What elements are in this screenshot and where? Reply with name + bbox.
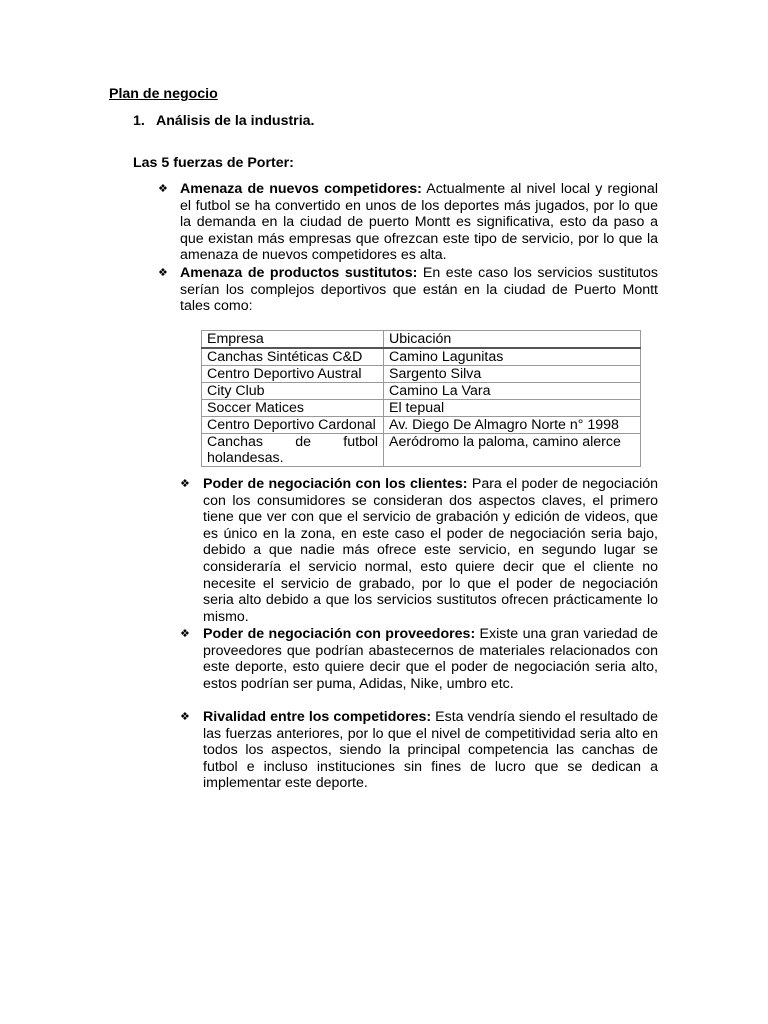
table-row bbox=[202, 434, 641, 467]
table-row bbox=[202, 366, 641, 383]
force-label: Amenaza de productos sustitutos: bbox=[180, 265, 418, 281]
force-rivalry bbox=[180, 709, 658, 792]
force-label: Rivalidad entre los competidores: bbox=[203, 709, 432, 725]
section-number: 1. bbox=[133, 113, 145, 129]
bullet-diamond-icon: ❖ bbox=[180, 710, 190, 723]
section-heading bbox=[133, 113, 314, 130]
force-substitutes bbox=[158, 265, 658, 315]
force-text: Esta vendría siendo el resultado de las fuerzas anteriores, por lo que el nivel de competitividad seria alto en todos los aspectos, siendo la principal competencia las canchas de futbol e incluso instituciones sin fines de lucro que se dedican a implementar este deporte. bbox=[203, 709, 658, 792]
force-paragraph bbox=[203, 476, 658, 625]
force-label: Poder de negociación con proveedores: bbox=[203, 626, 476, 642]
force-text: Actualmente al nivel local y regional el futbol se ha convertido en unos de los deportes más jugados, por lo que la demanda en la ciudad de puerto Montt es significativa, esto da paso a que existan más empresas que ofrezcan este tipo de servicio, por lo que la amenaza de nuevos competidores es alta. bbox=[180, 181, 658, 264]
page-title: Plan de negocio bbox=[109, 86, 218, 102]
company-name: Soccer Matices bbox=[202, 400, 384, 417]
company-name: Centro Deportivo Austral bbox=[202, 366, 384, 383]
force-text: En este caso los servicios sustitutos serían los complejos deportivos que están en la ciudad de Puerto Montt tales como: bbox=[180, 265, 659, 315]
bullet-diamond-icon: ❖ bbox=[180, 627, 190, 640]
section-title: Análisis de la industria. bbox=[156, 113, 315, 129]
force-client-bargaining bbox=[180, 476, 658, 625]
company-location: Av. Diego De Almagro Norte n° 1998 bbox=[384, 417, 641, 434]
company-location: Aeródromo la paloma, camino alerce bbox=[384, 434, 641, 467]
company-name: City Club bbox=[202, 383, 384, 400]
force-paragraph bbox=[203, 709, 658, 792]
bullet-diamond-icon: ❖ bbox=[180, 477, 190, 490]
header-ubicacion: Ubicación bbox=[384, 331, 641, 349]
company-location: Sargento Silva bbox=[384, 366, 641, 383]
force-paragraph bbox=[180, 265, 658, 315]
company-name: Canchas Sintéticas C&D bbox=[202, 348, 384, 366]
force-paragraph bbox=[180, 181, 658, 264]
porter-subtitle: Las 5 fuerzas de Porter: bbox=[133, 155, 294, 171]
companies-table bbox=[201, 330, 641, 467]
bullet-diamond-icon: ❖ bbox=[158, 182, 168, 195]
force-text: Para el poder de negociación con los consumidores se consideran dos aspectos claves, el primero tiene que ver con que el servicio de grabación y edición de videos, que es único en la zona, en este caso el poder de negociación seria bajo, debido a que nadie más ofrece este servicio, en segundo lugar se consideraría el servicio normal, esto quiere decir que el cliente no necesite el servicio de grabado, por lo que el poder de negociación seria alto debido a que los servicios sustitutos ofrecen prácticamente lo mismo. bbox=[203, 476, 659, 625]
table-row bbox=[202, 417, 641, 434]
company-location: Camino La Vara bbox=[384, 383, 641, 400]
table-header-row bbox=[202, 331, 641, 349]
force-label: Amenaza de nuevos competidores: bbox=[180, 181, 422, 197]
force-text: Existe una gran variedad de proveedores que podrían abastecernos de materiales relacionados con este deporte, esto quiere decir que el poder de negociación seria alto, estos podrían ser puma, Adidas, Nike, umbro etc. bbox=[203, 626, 658, 692]
table-row bbox=[202, 383, 641, 400]
table-row bbox=[202, 348, 641, 366]
table-row bbox=[202, 400, 641, 417]
bullet-diamond-icon: ❖ bbox=[158, 266, 168, 279]
company-name: Centro Deportivo Cardonal bbox=[202, 417, 384, 434]
force-supplier-bargaining bbox=[180, 626, 658, 692]
force-paragraph bbox=[203, 626, 658, 692]
force-label: Poder de negociación con los clientes: bbox=[203, 476, 468, 492]
company-location: Camino Lagunitas bbox=[384, 348, 641, 366]
header-empresa: Empresa bbox=[202, 331, 384, 349]
company-location: El tepual bbox=[384, 400, 641, 417]
force-new-competitors bbox=[158, 181, 658, 264]
company-name: Canchas de futbol holandesas. bbox=[202, 434, 384, 467]
